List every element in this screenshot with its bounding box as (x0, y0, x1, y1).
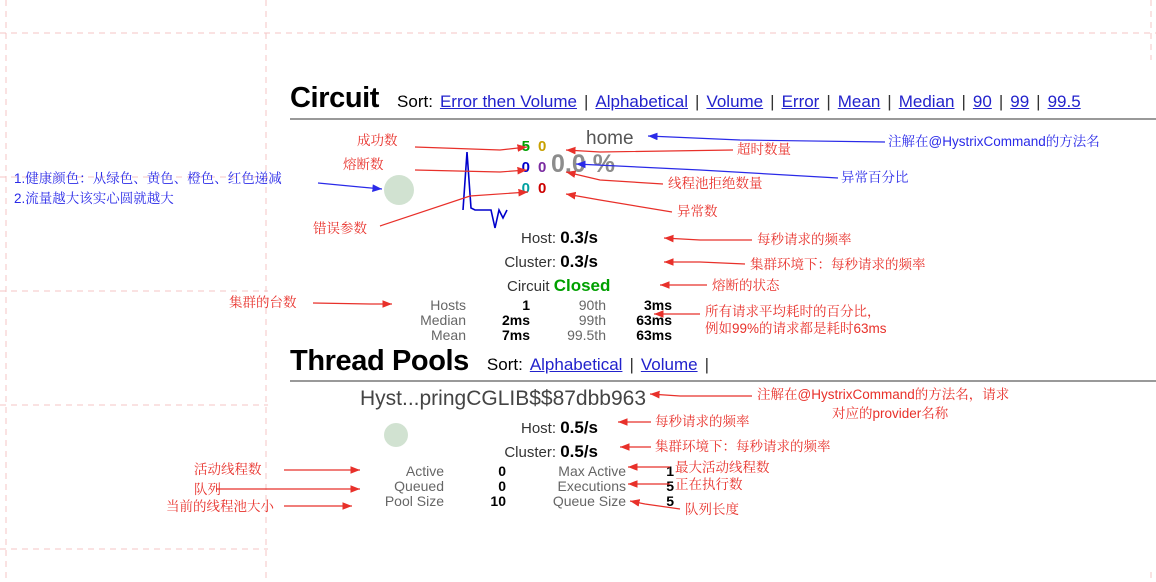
annotation-thread-pool-reject: 线程池拒绝数量 (668, 176, 763, 191)
threadpool-stat-value-executions: 5 (666, 478, 674, 494)
threadpools-sort-sep-2: | (704, 355, 709, 374)
circuit-stat-label-995th: 99.5th (567, 327, 606, 343)
circuit-sort-sep-5: | (887, 92, 892, 111)
counter-success: 5 (521, 138, 530, 155)
table-row (356, 464, 678, 479)
threadpool-cluster-rate-value: 0.5/s (560, 442, 598, 461)
annotation-percentile-note-line1: 所有请求平均耗时的百分比， (705, 304, 881, 319)
circuit-stat-label-90th: 90th (578, 297, 606, 313)
circuit-cluster-rate-value: 0.3/s (560, 252, 598, 271)
annotation-hosts-note: 集群的台数 (229, 295, 297, 310)
circuit-stat-label-mean: Mean (430, 327, 466, 343)
threadpool-stat-value-queue-size: 5 (666, 493, 674, 509)
counter-thread-pool-rejected: 0 (538, 159, 547, 176)
annotation-error-param: 错误参数 (313, 221, 367, 236)
threadpool-stat-label-active: Active (405, 463, 444, 479)
annotation-executions-note: 正在执行数 (675, 477, 743, 492)
circuit-stat-value-mean: 7ms (501, 327, 530, 343)
circuit-sort-alphabetical[interactable]: Alphabetical (595, 92, 689, 111)
circuit-sort-volume[interactable]: Volume (706, 92, 764, 111)
circuit-sort-mean[interactable]: Mean (837, 92, 881, 111)
annotation-legend-line2: 2.流量越大该实心圆就越大 (14, 191, 174, 206)
annotation-active-threads: 活动线程数 (194, 462, 262, 477)
annotation-error-percent-note: 异常百分比 (841, 170, 909, 185)
threadpools-sort-alphabetical[interactable]: Alphabetical (529, 355, 623, 374)
circuit-traffic-circle (384, 175, 414, 205)
table-row (396, 328, 676, 343)
circuit-stat-label-median: Median (420, 312, 466, 328)
circuit-sort-sep-8: | (1036, 92, 1041, 111)
annotation-timeout-count: 超时数量 (737, 142, 791, 157)
threadpools-title: Thread Pools (290, 345, 469, 377)
circuit-sort-label: Sort: (397, 92, 433, 111)
circuit-stat-value-hosts: 1 (522, 297, 530, 313)
annotation-short-circuit-count: 熔断数 (343, 157, 384, 172)
annotation-exception-count: 异常数 (677, 204, 718, 219)
circuit-state-label: Circuit (507, 278, 550, 295)
circuit-cluster-rate-row (448, 252, 598, 272)
counter-bad-request: 0 (521, 180, 530, 197)
annotation-queue-size-note: 队列长度 (685, 502, 739, 517)
threadpool-host-rate-label: Host: (521, 420, 557, 437)
circuit-state-value: Closed (553, 276, 611, 295)
annotation-cluster-rate-note: 集群环境下：每秒请求的频率 (750, 257, 926, 272)
counter-timeout: 0 (538, 138, 547, 155)
circuit-host-rate-row (448, 228, 598, 248)
counter-short-circuited: 0 (521, 159, 530, 176)
table-row (356, 494, 678, 509)
annotation-tp-cluster-rate-note: 集群环境下：每秒请求的频率 (655, 439, 831, 454)
threadpool-stat-label-executions: Executions (557, 478, 626, 494)
threadpool-stat-label-queued: Queued (394, 478, 444, 494)
circuit-sort-sep-6: | (961, 92, 966, 111)
annotation-circuit-state-note: 熔断的状态 (712, 278, 780, 293)
annotation-legend-line1: 1.健康颜色：从绿色、黄色、橙色、红色递减 (14, 171, 282, 186)
threadpool-stat-label-queue-size: Queue Size (552, 493, 626, 509)
annotation-tp-name-note-line2: 对应的provider名称 (832, 406, 949, 421)
threadpool-stat-value-max-active: 1 (666, 463, 674, 479)
threadpools-header-rule (290, 380, 1156, 382)
circuit-sort-sep-7: | (998, 92, 1004, 111)
circuit-sort-995[interactable]: 99.5 (1047, 92, 1081, 111)
circuit-sort-error[interactable]: Error (781, 92, 820, 111)
annotation-host-rate-note: 每秒请求的频率 (757, 232, 852, 247)
annotation-method-name-note: 注解在@HystrixCommand的方法名 (888, 134, 1100, 149)
circuit-sort-sep-1: | (583, 92, 589, 111)
threadpool-stat-value-pool-size: 10 (490, 493, 506, 509)
threadpool-stat-value-queued: 0 (498, 478, 506, 494)
circuit-stat-label-99th: 99th (578, 312, 606, 328)
circuit-sort-sep-2: | (695, 92, 700, 111)
annotation-success-count: 成功数 (357, 133, 398, 148)
annotation-pool-size: 当前的线程池大小 (166, 499, 274, 514)
threadpools-sort-volume[interactable]: Volume (640, 355, 698, 374)
circuit-sort-sep-4: | (826, 92, 831, 111)
annotation-max-active-note: 最大活动线程数 (675, 460, 770, 475)
table-row (396, 298, 676, 313)
circuit-host-rate-label: Host: (521, 230, 557, 247)
annotation-tp-host-rate-note: 每秒请求的频率 (655, 414, 750, 429)
threadpool-cluster-rate-row (448, 442, 598, 462)
circuit-header-rule (290, 118, 1156, 120)
counter-failure: 0 (538, 180, 547, 197)
annotation-queue: 队列 (194, 482, 221, 497)
threadpool-stat-value-active: 0 (498, 463, 506, 479)
circuit-stat-value-median: 2ms (501, 312, 530, 328)
circuit-sort-99[interactable]: 99 (1010, 92, 1030, 111)
circuit-stats-table (396, 298, 676, 343)
threadpool-stat-label-pool-size: Pool Size (384, 493, 444, 509)
circuit-sort-error-then-volume[interactable]: Error then Volume (439, 92, 577, 111)
circuit-host-rate-value: 0.3/s (560, 228, 598, 247)
threadpool-monitor-name: Hyst...pringCGLIB$$87dbb963 (360, 387, 647, 410)
table-row (356, 479, 678, 494)
circuit-cluster-rate-label: Cluster: (504, 254, 557, 271)
annotation-percentile-note-line2: 例如99%的请求都是耗时63ms (705, 321, 887, 336)
threadpool-host-rate-value: 0.5/s (560, 418, 598, 437)
circuit-sort-90[interactable]: 90 (972, 92, 992, 111)
threadpool-stat-label-max-active: Max Active (558, 463, 626, 479)
threadpools-section-header (290, 345, 709, 378)
circuit-stat-value-90th: 3ms (643, 297, 672, 313)
threadpool-traffic-circle (384, 423, 408, 447)
table-row (396, 313, 676, 328)
circuit-state-row (507, 276, 610, 296)
circuit-sort-sep-3: | (770, 92, 775, 111)
threadpools-sort-sep-1: | (629, 355, 634, 374)
threadpools-sort-label: Sort: (486, 355, 523, 374)
threadpool-stats-table (356, 464, 678, 509)
threadpool-cluster-rate-label: Cluster: (504, 444, 557, 461)
threadpool-host-rate-row (448, 418, 598, 438)
circuit-sort-median[interactable]: Median (898, 92, 955, 111)
circuit-monitor-name: home (586, 128, 634, 149)
circuit-error-percent: 0.0 % (551, 150, 615, 178)
circuit-stat-label-hosts: Hosts (430, 297, 466, 313)
circuit-stat-value-995th: 63ms (636, 327, 672, 343)
circuit-title: Circuit (290, 82, 380, 114)
circuit-section-header (290, 82, 1081, 115)
circuit-stat-value-99th: 63ms (636, 312, 672, 328)
annotation-tp-name-note-line1: 注解在@HystrixCommand的方法名，请求 (757, 387, 1010, 402)
